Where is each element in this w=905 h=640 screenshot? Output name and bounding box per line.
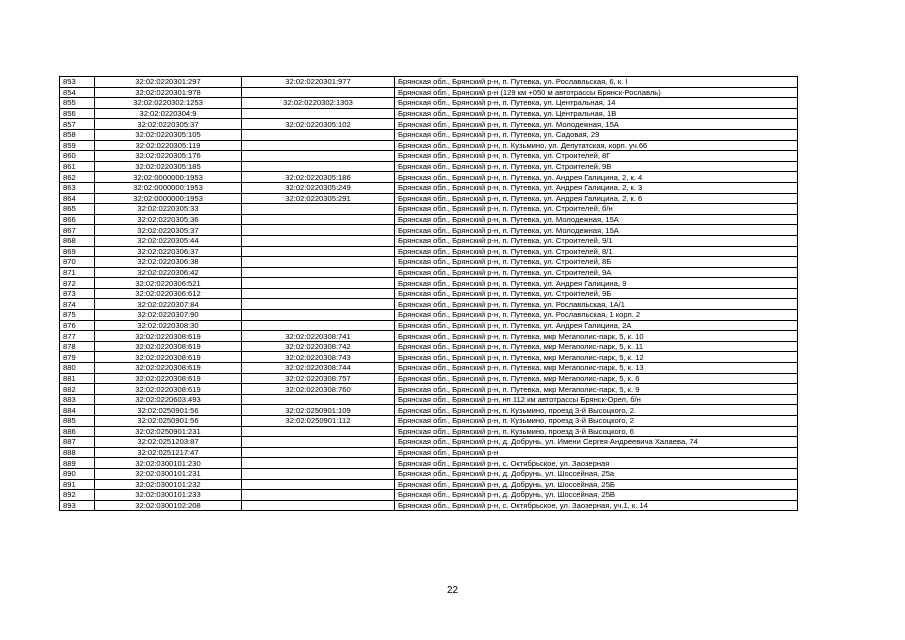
cadastral-number-cell: 32:02:0220308:619 [95,384,242,395]
cadastral-number-cell: 32:02:0220307:90 [95,310,242,321]
cadastral-number-cell: 32:02:0220305:185 [95,161,242,172]
table-row [60,416,798,427]
related-cadastral-number-cell: 32:02:0220308:757 [242,373,395,384]
address-cell: Брянская обл., Брянский р-н, п. Путевка, мкр Мегаполис-парк, 5, к. 13 [395,363,798,374]
cadastral-number-cell: 32:02:0220306:42 [95,267,242,278]
cadastral-number-cell: 32:02:0220308:619 [95,352,242,363]
table-row [60,182,798,193]
related-cadastral-number-cell: 32:02:0220305:102 [242,119,395,130]
cadastral-table [59,76,798,511]
related-cadastral-number-cell [242,257,395,268]
address-cell: Брянская обл., Брянский р-н, п. Путевка, ул. Строителей, б/н [395,204,798,215]
cadastral-number-cell: 32:02:0220305:119 [95,140,242,151]
address-cell: Брянская обл., Брянский р-н, п. Путевка, ул. Андрея Галицина, 2А [395,320,798,331]
row-number-cell: 892 [60,490,95,501]
table-row [60,98,798,109]
cadastral-number-cell: 32:02:0000000:1953 [95,182,242,193]
table-row [60,140,798,151]
table-row [60,447,798,458]
address-cell: Брянская обл., Брянский р-н, п. Путевка, мкр Мегаполис-парк, 5, к. 6 [395,373,798,384]
table-row [60,310,798,321]
cadastral-table-body [60,77,798,511]
address-cell: Брянская обл., Брянский р-н, п. Путевка, ул. Центральная, 1В [395,108,798,119]
address-cell: Брянская обл., Брянский р-н, п. Путевка, ул. Строителей, 9А [395,267,798,278]
address-cell: Брянская обл., Брянский р-н, п. Путевка, ул. Рославльская, 1 корп. 2 [395,310,798,321]
row-number-cell: 877 [60,331,95,342]
related-cadastral-number-cell: 32:02:0250901:112 [242,416,395,427]
address-cell: Брянская обл., Брянский р-н, п. Путевка, ул. Садовая, 29 [395,129,798,140]
address-cell: Брянская обл., Брянский р-н, п. Путевка, ул. Андрея Галицина, 2, к. 4 [395,172,798,183]
cadastral-number-cell: 32:02:0220305:37 [95,225,242,236]
address-cell: Брянская обл., Брянский р-н [395,447,798,458]
address-cell: Брянская обл., Брянский р-н, п. Путевка, ул. Молодежная, 15А [395,225,798,236]
row-number-cell: 888 [60,447,95,458]
row-number-cell: 887 [60,437,95,448]
address-cell: Брянская обл., Брянский р-н, п. Путевка, мкр Мегаполис-парк, 5, к. 12 [395,352,798,363]
related-cadastral-number-cell [242,426,395,437]
related-cadastral-number-cell: 32:02:0220301:977 [242,77,395,88]
table-row [60,77,798,88]
table-row [60,267,798,278]
page-number: 22 [446,585,459,596]
row-number-cell: 869 [60,246,95,257]
cadastral-number-cell: 32:02:0220305:33 [95,204,242,215]
table-row [60,341,798,352]
related-cadastral-number-cell [242,87,395,98]
table-row [60,288,798,299]
related-cadastral-number-cell [242,320,395,331]
table-row [60,426,798,437]
table-row [60,490,798,501]
related-cadastral-number-cell [242,437,395,448]
related-cadastral-number-cell: 32:02:0220302:1303 [242,98,395,109]
cadastral-number-cell: 32:02:0300101:232 [95,479,242,490]
row-number-cell: 890 [60,468,95,479]
row-number-cell: 879 [60,352,95,363]
table-row [60,108,798,119]
related-cadastral-number-cell: 32:02:0220308:741 [242,331,395,342]
row-number-cell: 870 [60,257,95,268]
related-cadastral-number-cell [242,299,395,310]
table-row [60,257,798,268]
address-cell: Брянская обл., Брянский р-н (129 км +050 м автотрассы Брянск-Рославль) [395,87,798,98]
row-number-cell: 866 [60,214,95,225]
row-number-cell: 878 [60,341,95,352]
related-cadastral-number-cell: 32:02:0250901:109 [242,405,395,416]
table-row [60,225,798,236]
related-cadastral-number-cell [242,447,395,458]
cadastral-number-cell: 32:02:0220304:9 [95,108,242,119]
table-row [60,468,798,479]
address-cell: Брянская обл., Брянский р-н, п. Путевка, мкр Мегаполис-парк, 5, к. 9 [395,384,798,395]
cadastral-number-cell: 32:02:0220308:619 [95,331,242,342]
address-cell: Брянская обл., Брянский р-н, п. Путевка, ул. Андрея Галицина, 9 [395,278,798,289]
related-cadastral-number-cell: 32:02:0220308:744 [242,363,395,374]
related-cadastral-number-cell [242,394,395,405]
address-cell: Брянская обл., Брянский р-н, д. Добрунь, ул. Шоссейная, 25а [395,468,798,479]
row-number-cell: 863 [60,182,95,193]
table-row [60,331,798,342]
related-cadastral-number-cell [242,479,395,490]
table-row [60,394,798,405]
row-number-cell: 874 [60,299,95,310]
row-number-cell: 893 [60,500,95,511]
cadastral-number-cell: 32:02:0300101:233 [95,490,242,501]
row-number-cell: 858 [60,129,95,140]
cadastral-number-cell: 32:02:0300101:231 [95,468,242,479]
table-row [60,363,798,374]
cadastral-number-cell: 32:02:0000000:1953 [95,193,242,204]
related-cadastral-number-cell [242,267,395,278]
address-cell: Брянская обл., Брянский р-н, с. Октябрьское, ул. Заозерная, уч.1, к. 14 [395,500,798,511]
row-number-cell: 862 [60,172,95,183]
cadastral-number-cell: 32:02:0220305:37 [95,119,242,130]
row-number-cell: 884 [60,405,95,416]
cadastral-number-cell: 32:02:0220308:619 [95,341,242,352]
table-row [60,129,798,140]
address-cell: Брянская обл., Брянский р-н, д. Добрунь, ул. Шоссейная, 25В [395,490,798,501]
table-row [60,384,798,395]
row-number-cell: 871 [60,267,95,278]
address-cell: Брянская обл., Брянский р-н, п. Путевка, ул. Строителей, 8Б [395,257,798,268]
cadastral-number-cell: 32:02:0220306:521 [95,278,242,289]
row-number-cell: 860 [60,151,95,162]
table-row [60,299,798,310]
cadastral-number-cell: 32:02:0220308:30 [95,320,242,331]
table-row [60,214,798,225]
related-cadastral-number-cell [242,108,395,119]
address-cell: Брянская обл., Брянский р-н, п. Путевка, ул. Строителей, 8Г [395,151,798,162]
table-row [60,320,798,331]
row-number-cell: 873 [60,288,95,299]
address-cell: Брянская обл., Брянский р-н, д. Добрунь, ул. Шоссейная, 25Б [395,479,798,490]
row-number-cell: 856 [60,108,95,119]
row-number-cell: 880 [60,363,95,374]
address-cell: Брянская обл., Брянский р-н, п. Путевка, мкр Мегаполис-парк, 5, к. 10 [395,331,798,342]
related-cadastral-number-cell [242,204,395,215]
cadastral-number-cell: 32:02:0000000:1953 [95,172,242,183]
address-cell: Брянская обл., Брянский р-н, п. Путевка, мкр Мегаполис-парк, 5, к. 11 [395,341,798,352]
row-number-cell: 889 [60,458,95,469]
row-number-cell: 865 [60,204,95,215]
related-cadastral-number-cell: 32:02:0220305:186 [242,172,395,183]
related-cadastral-number-cell [242,225,395,236]
table-row [60,161,798,172]
cadastral-number-cell: 32:02:0250901:56 [95,416,242,427]
address-cell: Брянская обл., Брянский р-н, п. Путевка, ул. Рославльская, 6, к. I [395,77,798,88]
cadastral-number-cell: 32:02:0220305:105 [95,129,242,140]
row-number-cell: 885 [60,416,95,427]
related-cadastral-number-cell [242,458,395,469]
related-cadastral-number-cell [242,246,395,257]
row-number-cell: 859 [60,140,95,151]
table-row [60,204,798,215]
row-number-cell: 883 [60,394,95,405]
row-number-cell: 882 [60,384,95,395]
row-number-cell: 867 [60,225,95,236]
address-cell: Брянская обл., Брянский р-н, п. Кузьмино, проезд 3-й Высоцкого, 6 [395,426,798,437]
table-row [60,278,798,289]
cadastral-number-cell: 32:02:0220305:36 [95,214,242,225]
table-row [60,479,798,490]
related-cadastral-number-cell: 32:02:0220305:249 [242,182,395,193]
related-cadastral-number-cell [242,310,395,321]
related-cadastral-number-cell [242,500,395,511]
table-row [60,352,798,363]
row-number-cell: 855 [60,98,95,109]
address-cell: Брянская обл., Брянский р-н, п. Путевка, ул. Строителей, 9В [395,161,798,172]
cadastral-number-cell: 32:02:0250901:231 [95,426,242,437]
related-cadastral-number-cell [242,161,395,172]
table-row [60,458,798,469]
table-row [60,193,798,204]
address-cell: Брянская обл., Брянский р-н, с. Октябрьское, ул. Заозерная [395,458,798,469]
related-cadastral-number-cell [242,235,395,246]
row-number-cell: 854 [60,87,95,98]
cadastral-number-cell: 32:02:0300102:208 [95,500,242,511]
address-cell: Брянская обл., Брянский р-н, п. Путевка, ул. Молодежная, 15А [395,214,798,225]
address-cell: Брянская обл., Брянский р-н, п. Кузьмино, проезд 3-й Высоцкого, 2 [395,416,798,427]
address-cell: Брянская обл., Брянский р-н, нп 112 км автотрассы Брянск-Орел, б/н [395,394,798,405]
row-number-cell: 864 [60,193,95,204]
cadastral-number-cell: 32:02:0220302:1253 [95,98,242,109]
table-row [60,119,798,130]
related-cadastral-number-cell [242,278,395,289]
related-cadastral-number-cell [242,490,395,501]
table-row [60,246,798,257]
address-cell: Брянская обл., Брянский р-н, п. Путевка, ул. Андрея Галицина, 2, к. 3 [395,182,798,193]
related-cadastral-number-cell [242,468,395,479]
row-number-cell: 853 [60,77,95,88]
cadastral-number-cell: 32:02:0220603:493 [95,394,242,405]
related-cadastral-number-cell: 32:02:0220308:742 [242,341,395,352]
address-cell: Брянская обл., Брянский р-н, п. Путевка, ул. Центральная, 14 [395,98,798,109]
table-row [60,87,798,98]
related-cadastral-number-cell: 32:02:0220308:743 [242,352,395,363]
cadastral-number-cell: 32:02:0251203:87 [95,437,242,448]
cadastral-number-cell: 32:02:0220306:612 [95,288,242,299]
row-number-cell: 868 [60,235,95,246]
address-cell: Брянская обл., Брянский р-н, п. Путевка, ул. Строителей, 8/1 [395,246,798,257]
cadastral-number-cell: 32:02:0300101:230 [95,458,242,469]
cadastral-number-cell: 32:02:0220305:44 [95,235,242,246]
row-number-cell: 857 [60,119,95,130]
address-cell: Брянская обл., Брянский р-н, п. Путевка, ул. Молодежная, 15А [395,119,798,130]
related-cadastral-number-cell [242,214,395,225]
cadastral-number-cell: 32:02:0250901:56 [95,405,242,416]
row-number-cell: 861 [60,161,95,172]
related-cadastral-number-cell: 32:02:0220308:760 [242,384,395,395]
address-cell: Брянская обл., Брянский р-н, п. Кузьмино, проезд 3-й Высоцкого, 2 [395,405,798,416]
cadastral-number-cell: 32:02:0220301:978 [95,87,242,98]
cadastral-number-cell: 32:02:0220307:84 [95,299,242,310]
table-row [60,500,798,511]
related-cadastral-number-cell [242,129,395,140]
row-number-cell: 872 [60,278,95,289]
address-cell: Брянская обл., Брянский р-н, д. Добрунь, ул. Имени Сергея Андреевича Халаева, 74 [395,437,798,448]
related-cadastral-number-cell [242,151,395,162]
address-cell: Брянская обл., Брянский р-н, п. Путевка, ул. Строителей, 9Б [395,288,798,299]
cadastral-number-cell: 32:02:0220306:38 [95,257,242,268]
row-number-cell: 875 [60,310,95,321]
table-row [60,373,798,384]
cadastral-number-cell: 32:02:0251217:47 [95,447,242,458]
related-cadastral-number-cell: 32:02:0220305:291 [242,193,395,204]
related-cadastral-number-cell [242,140,395,151]
address-cell: Брянская обл., Брянский р-н, п. Путевка, ул. Андрея Галицина, 2, к. 6 [395,193,798,204]
cadastral-number-cell: 32:02:0220305:176 [95,151,242,162]
table-row [60,151,798,162]
table-row [60,235,798,246]
row-number-cell: 876 [60,320,95,331]
cadastral-number-cell: 32:02:0220301:297 [95,77,242,88]
related-cadastral-number-cell [242,288,395,299]
address-cell: Брянская обл., Брянский р-н, п. Путевка, ул. Рославльская, 1А/1 [395,299,798,310]
cadastral-number-cell: 32:02:0220308:619 [95,373,242,384]
table-row [60,437,798,448]
table-row [60,172,798,183]
row-number-cell: 886 [60,426,95,437]
address-cell: Брянская обл., Брянский р-н, п. Кузьмино, ул. Депутатская, корп. уч.66 [395,140,798,151]
cadastral-number-cell: 32:02:0220308:619 [95,363,242,374]
row-number-cell: 891 [60,479,95,490]
table-row [60,405,798,416]
cadastral-number-cell: 32:02:0220306:37 [95,246,242,257]
address-cell: Брянская обл., Брянский р-н, п. Путевка, ул. Строителей, 9/1 [395,235,798,246]
row-number-cell: 881 [60,373,95,384]
